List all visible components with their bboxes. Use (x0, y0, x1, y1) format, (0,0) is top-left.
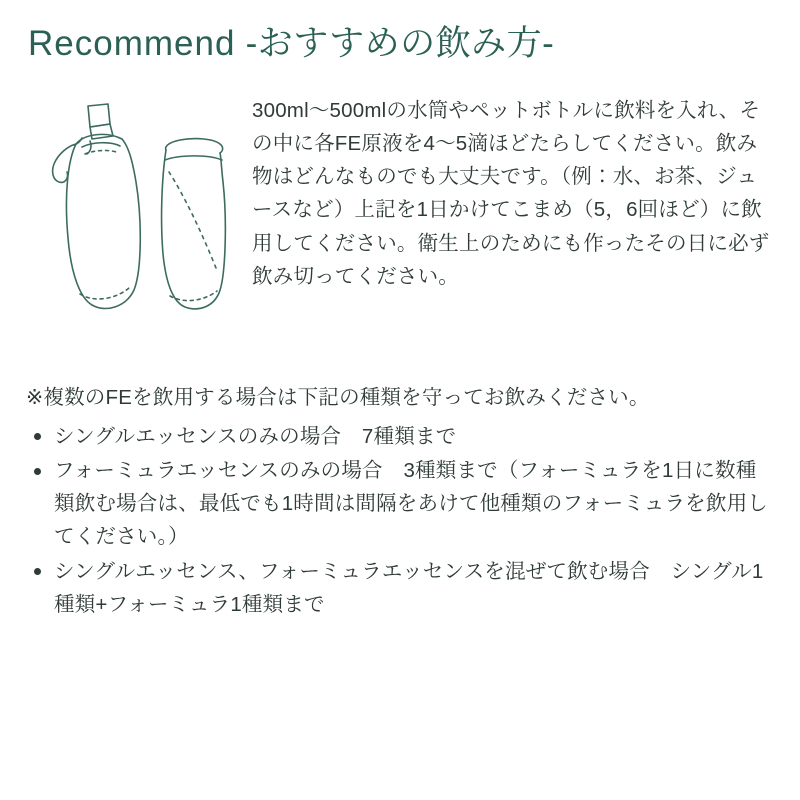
page-title-english: Recommend (28, 24, 236, 63)
intro-paragraph: 300ml〜500mlの水筒やペットボトルに飲料を入れ、その中に各FE原液を4〜5滴ほどたらしてください。飲み物はどんなものでも大丈夫です。（例：水、お茶、ジュースなど）上記を1日かけてこまめ（5，6回ほど）に飲用してください。衛生上のためにも作ったその日に必ず飲み切ってください。 (252, 98, 770, 288)
list-item-text: シングルエッセンスのみの場合 7種類まで (54, 424, 457, 448)
bullet-icon (34, 433, 41, 440)
page-title-japanese: -おすすめの飲み方- (245, 24, 555, 63)
list-item-text: フォーミュラエッセンスのみの場合 3種類まで（フォーミュラを1日に数種類飲む場合は、最低でも1時間は間隔をあけて他種類のフォーミュラを飲用してください。） (54, 459, 768, 548)
notes-lead-text: ※複数のFEを飲用する場合は下記の種類を守ってお飲みください。 (26, 385, 650, 409)
list-item-text: シングルエッセンス、フォーミュラエッセンスを混ぜて飲む場合 シングル1種類+フォーミュラ1種類まで (54, 559, 764, 616)
water-bottle-and-tumbler-illustration (30, 98, 252, 348)
page-title (28, 22, 774, 66)
bullet-icon (34, 468, 41, 475)
bullet-icon (34, 568, 41, 575)
list-item (26, 421, 774, 454)
intro-section (26, 92, 774, 348)
list-item (26, 455, 774, 553)
intro-paragraph-block (252, 94, 774, 293)
notes-section (26, 382, 774, 622)
notes-list (26, 421, 774, 622)
list-item (26, 556, 774, 622)
